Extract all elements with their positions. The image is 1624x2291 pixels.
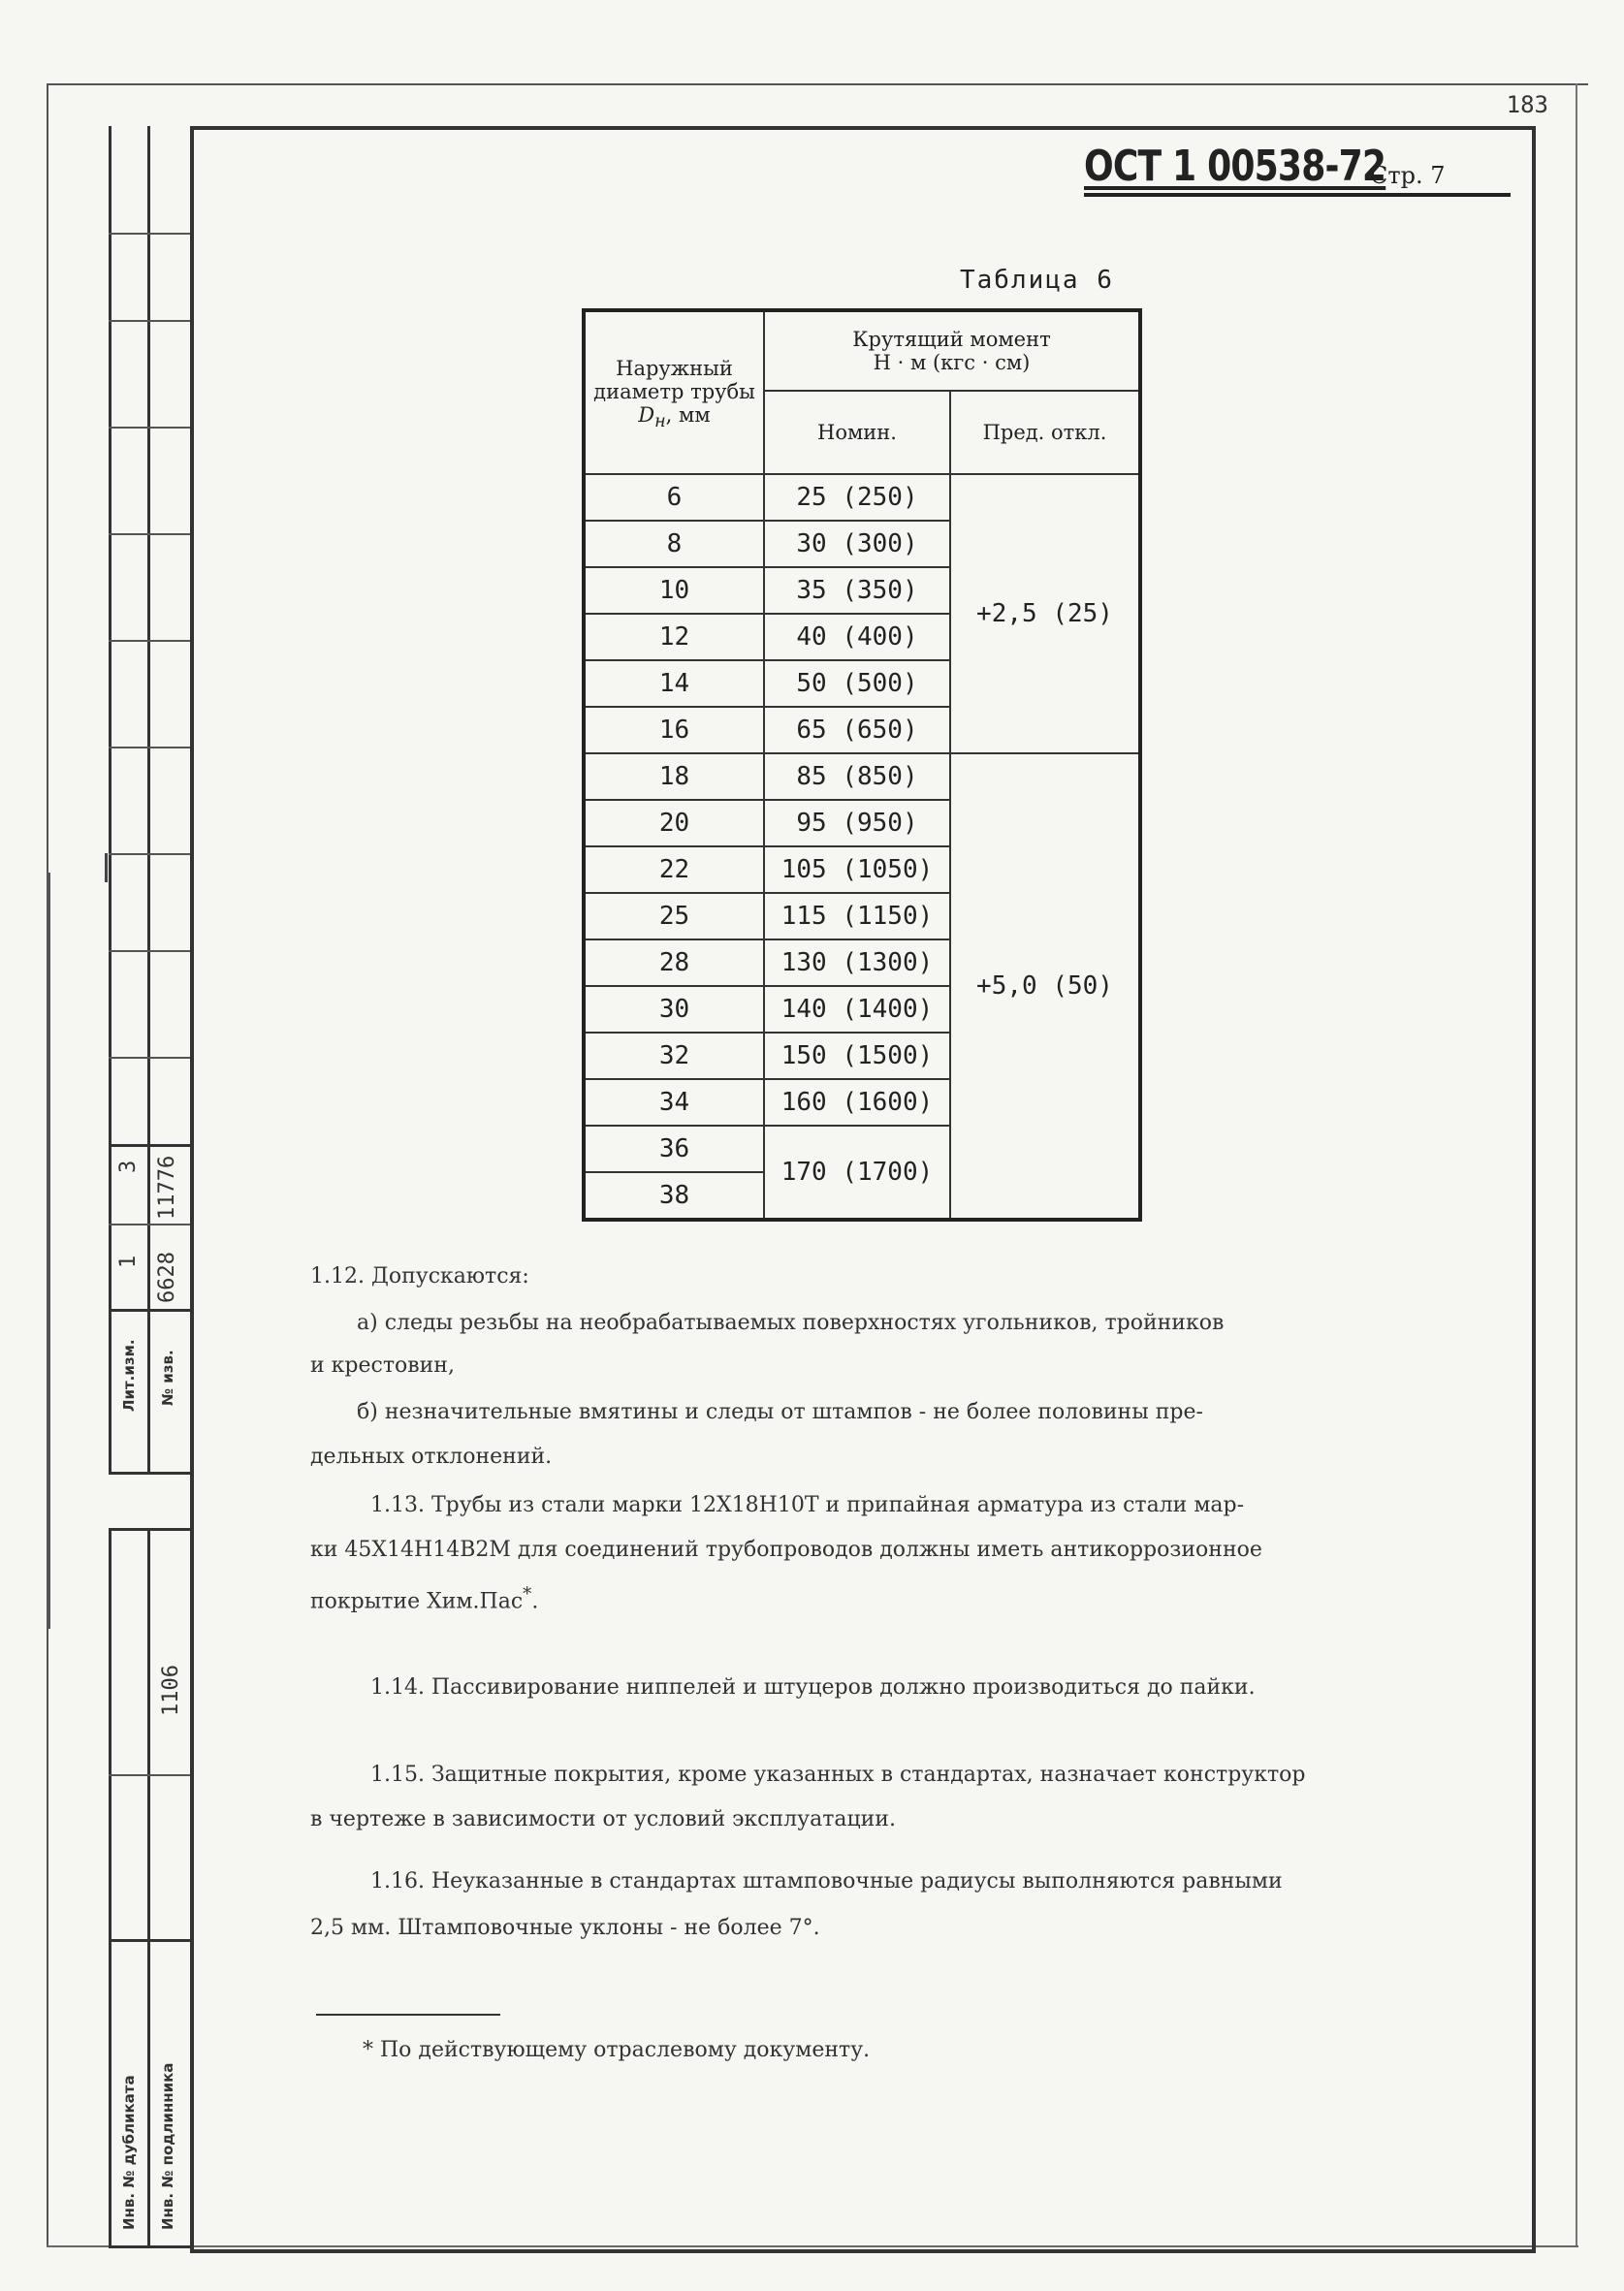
para-1-15-line2: в чертеже в зависимости от условий эксплуатации. bbox=[310, 1807, 896, 1831]
stamp-rule bbox=[109, 950, 190, 952]
document-code: ОСТ 1 00538-72 bbox=[1084, 142, 1386, 191]
cell-diameter: 25 bbox=[584, 893, 764, 939]
cell-nominal: 130 (1300) bbox=[764, 939, 950, 986]
stamp-lit-izm-2: 3 bbox=[116, 1160, 141, 1173]
para-1-12-a-line1: а) следы резьбы на необрабатываемых поверхностях угольников, тройников bbox=[357, 1311, 1225, 1335]
header-torque bbox=[764, 310, 1140, 391]
cell-nominal: 150 (1500) bbox=[764, 1033, 950, 1079]
stamp-divider bbox=[147, 126, 150, 1472]
header-torque-label: Крутящий момент bbox=[852, 327, 1051, 351]
stamp-rule bbox=[109, 853, 190, 855]
header-torque-units: Н · м (кгс · см) bbox=[873, 350, 1031, 374]
cell-nominal: 140 (1400) bbox=[764, 986, 950, 1033]
para-1-13-line2: ки 45Х14Н14В2М для соединений трубопроводов должны иметь антикоррозионное bbox=[310, 1538, 1262, 1562]
header-diameter-label: Наружный диаметр трубы bbox=[593, 357, 755, 404]
stamp-inv-podl-label: Инв. № подлинника bbox=[159, 2062, 176, 2230]
cell-nominal: 85 (850) bbox=[764, 753, 950, 800]
cell-diameter: 28 bbox=[584, 939, 764, 986]
para-1-13-line3: покрытие Хим.Пас*. bbox=[310, 1584, 539, 1614]
para-1-12: 1.12. Допускаются: bbox=[310, 1264, 529, 1289]
cell-nominal: 65 (650) bbox=[764, 707, 950, 753]
stamp-rule bbox=[109, 1774, 190, 1776]
header-diameter-symbol: $D_н$ bbox=[638, 403, 666, 432]
header-diameter bbox=[584, 310, 764, 474]
stamp-border bbox=[109, 126, 111, 1472]
header-nominal: Номин. bbox=[764, 391, 950, 474]
stamp-rule bbox=[109, 1939, 190, 1942]
header-diameter-unit: , мм bbox=[665, 403, 711, 428]
stamp-rule bbox=[109, 1057, 190, 1059]
stamp-column bbox=[109, 126, 190, 2245]
stamp-n-izv-1: 6628 bbox=[155, 1252, 179, 1303]
footnote: * По действующему отраслевому документу. bbox=[363, 2038, 871, 2062]
cell-nominal: 95 (950) bbox=[764, 800, 950, 846]
cell-nominal: 115 (1150) bbox=[764, 893, 950, 939]
cell-diameter: 10 bbox=[584, 567, 764, 614]
cell-nominal: 170 (1700) bbox=[764, 1126, 950, 1220]
stamp-rule bbox=[109, 640, 190, 642]
stamp-divider bbox=[147, 1528, 150, 2245]
para-1-12-b-line2: дельных отклонений. bbox=[310, 1445, 553, 1469]
stamp-rule bbox=[109, 427, 190, 429]
stamp-rule bbox=[109, 1144, 190, 1147]
cell-diameter: 6 bbox=[584, 474, 764, 521]
document-header bbox=[1084, 142, 1511, 197]
cell-deviation: +5,0 (50) bbox=[950, 753, 1140, 1220]
stamp-rule bbox=[109, 1528, 190, 1531]
stamp-inv-podl-value: 1106 bbox=[159, 1665, 183, 1716]
cell-diameter: 36 bbox=[584, 1126, 764, 1172]
stamp-lit-izm-1: 1 bbox=[116, 1255, 141, 1268]
stamp-inv-dubl-label: Инв. № дубликата bbox=[120, 2075, 138, 2230]
table-row bbox=[584, 753, 1140, 800]
para-1-14: 1.14. Пассивирование ниппелей и штуцеров должно производиться до пайки. bbox=[370, 1675, 1256, 1700]
cell-nominal: 35 (350) bbox=[764, 567, 950, 614]
cell-diameter: 8 bbox=[584, 521, 764, 567]
para-1-12-a-line2: и крестовин, bbox=[310, 1353, 455, 1378]
cell-diameter: 34 bbox=[584, 1079, 764, 1126]
cell-diameter: 16 bbox=[584, 707, 764, 753]
stamp-n-izv-2: 11776 bbox=[155, 1155, 179, 1220]
torque-table bbox=[582, 308, 1142, 1222]
document-page-label: Стр. 7 bbox=[1370, 162, 1446, 189]
footnote-rule bbox=[316, 2014, 500, 2016]
cell-deviation: +2,5 (25) bbox=[950, 474, 1140, 753]
para-1-12-b-line1: б) незначительные вмятины и следы от штампов - не более половины пре- bbox=[357, 1400, 1203, 1424]
cell-diameter: 38 bbox=[584, 1172, 764, 1220]
cell-diameter: 14 bbox=[584, 660, 764, 707]
stamp-n-izv-label: № изв. bbox=[159, 1350, 176, 1406]
para-1-15-line1: 1.15. Защитные покрытия, кроме указанных в стандартах, назначает конструктор bbox=[370, 1763, 1306, 1787]
para-1-16-line1: 1.16. Неуказанные в стандартах штамповочные радиусы выполняются равными bbox=[370, 1869, 1283, 1893]
para-1-16-line2: 2,5 мм. Штамповочные уклоны - не более 7°. bbox=[310, 1916, 820, 1940]
cell-nominal: 40 (400) bbox=[764, 614, 950, 660]
cell-nominal: 30 (300) bbox=[764, 521, 950, 567]
cell-diameter: 20 bbox=[584, 800, 764, 846]
stamp-border bbox=[109, 1528, 111, 2245]
stamp-lit-izm-label: Лит.изм. bbox=[120, 1339, 138, 1412]
stamp-rule bbox=[109, 233, 190, 235]
stamp-rule bbox=[109, 1309, 190, 1312]
cell-diameter: 22 bbox=[584, 846, 764, 893]
cut-mark bbox=[48, 873, 50, 1629]
cell-nominal: 105 (1050) bbox=[764, 846, 950, 893]
footnote-marker: * bbox=[523, 1584, 532, 1605]
stamp-rule bbox=[109, 320, 190, 322]
stamp-rule bbox=[109, 2245, 190, 2248]
para-1-13-line1: 1.13. Трубы из стали марки 12Х18Н10Т и припайная арматура из стали мар- bbox=[370, 1493, 1245, 1517]
frame-right-edge bbox=[1576, 83, 1577, 2245]
cell-diameter: 18 bbox=[584, 753, 764, 800]
table-row bbox=[584, 474, 1140, 521]
cell-diameter: 32 bbox=[584, 1033, 764, 1079]
stamp-rule bbox=[109, 1224, 190, 1225]
cell-nominal: 50 (500) bbox=[764, 660, 950, 707]
cell-diameter: 30 bbox=[584, 986, 764, 1033]
header-deviation: Пред. откл. bbox=[950, 391, 1140, 474]
page-number: 183 bbox=[1506, 91, 1548, 118]
cell-diameter: 12 bbox=[584, 614, 764, 660]
cell-nominal: 25 (250) bbox=[764, 474, 950, 521]
stamp-rule bbox=[109, 747, 190, 748]
table-caption: Таблица 6 bbox=[960, 266, 1114, 295]
stamp-rule bbox=[109, 533, 190, 535]
stamp-rule bbox=[109, 1472, 190, 1475]
cell-nominal: 160 (1600) bbox=[764, 1079, 950, 1126]
